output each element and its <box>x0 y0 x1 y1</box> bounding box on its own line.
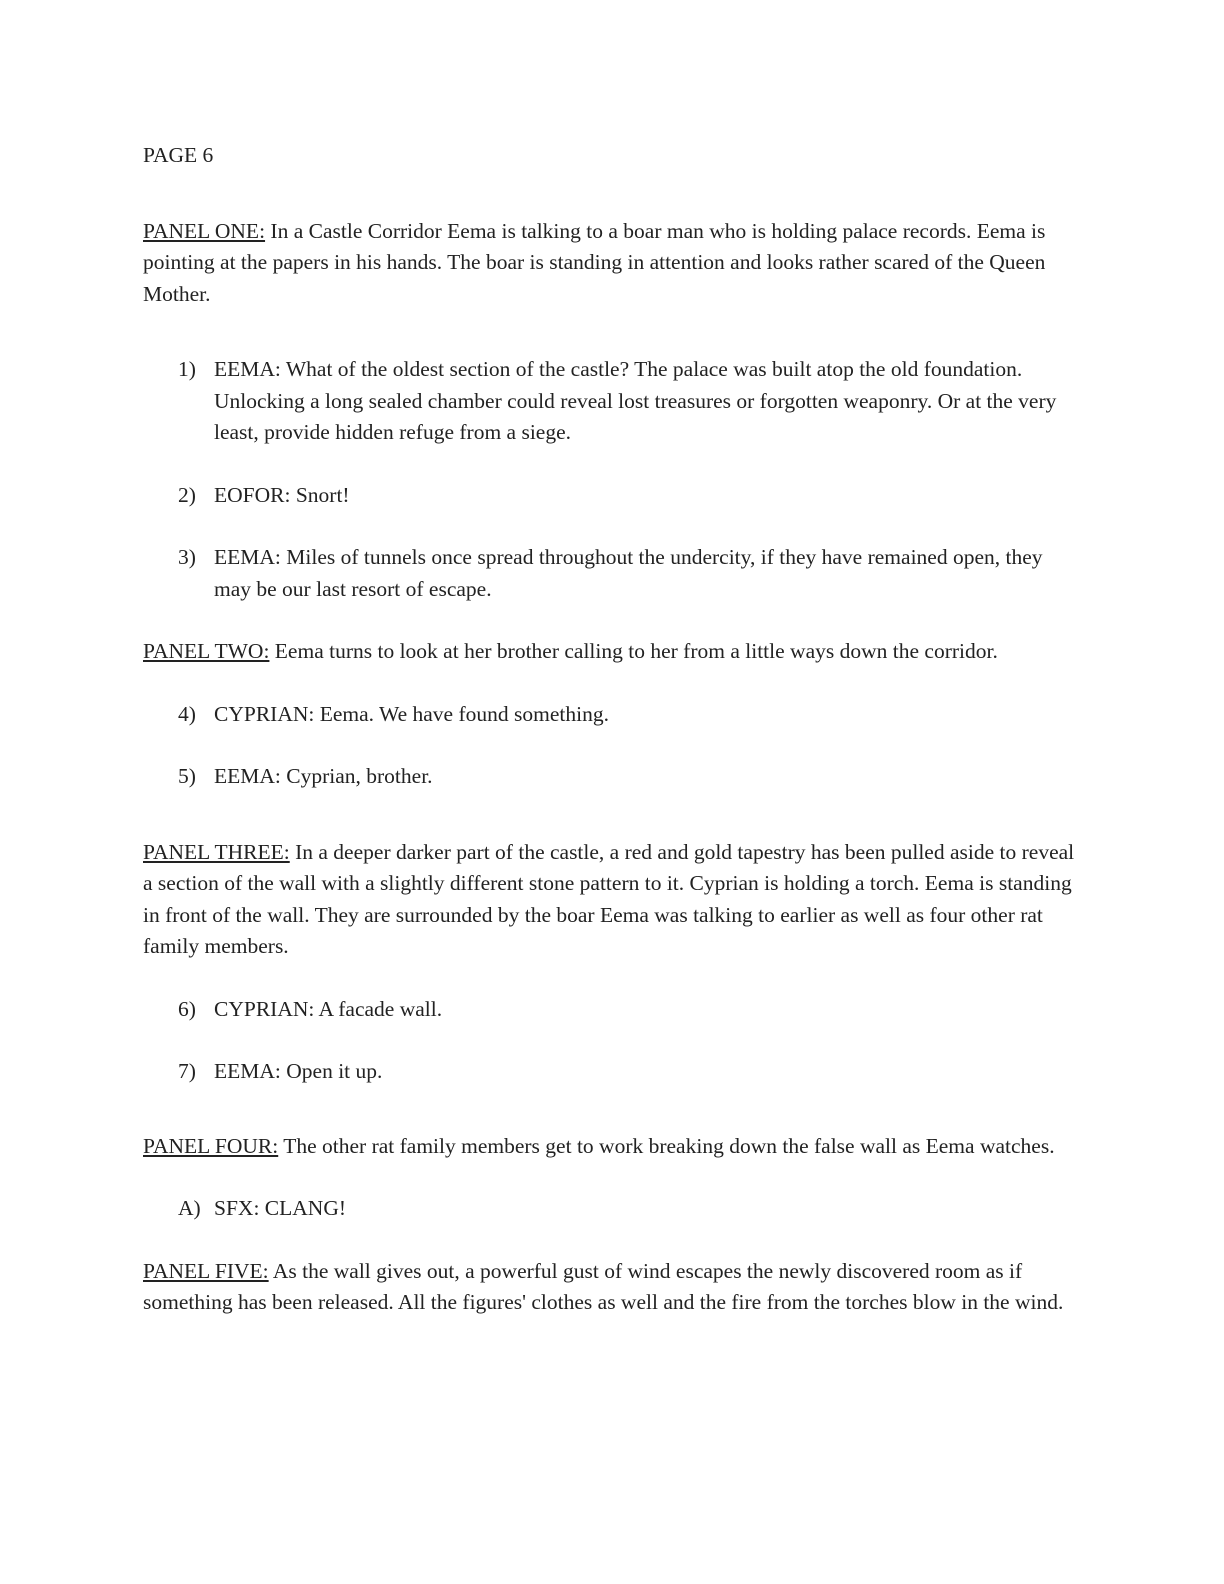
script-line <box>143 699 1083 731</box>
panel-label: PANEL FIVE: <box>143 1258 269 1283</box>
panel-description-text: The other rat family members get to work breaking down the false wall as Eema watches. <box>283 1133 1055 1158</box>
line-text: EEMA: Cyprian, brother. <box>214 764 433 788</box>
line-number: 2) <box>178 482 196 507</box>
panel-description-text: Eema turns to look at her brother calling to her from a little ways down the corridor. <box>274 639 998 663</box>
panel-three-description <box>143 837 1083 963</box>
panel-description-text: In a deeper darker part of the castle, a red and gold tapestry has been pulled aside to reveal a section of the wall with a slightly different stone pattern to it. Cyprian is holding a torch. Eema is standing in front of the wall. They are surrounded by the boar Eema was talking to earlier as well as four other rat family members. <box>143 839 1075 958</box>
line-number: 7) <box>178 1059 196 1083</box>
script-line <box>143 761 1083 793</box>
line-text: CYPRIAN: Eema. We have found something. <box>214 701 609 726</box>
panel-label: PANEL FOUR: <box>143 1133 279 1158</box>
script-page <box>143 140 1083 1319</box>
line-text: CYPRIAN: A facade wall. <box>214 996 443 1021</box>
panel-two-description <box>143 636 1083 668</box>
panel-four-description <box>143 1131 1083 1163</box>
script-line <box>143 354 1083 449</box>
page-title: PAGE 6 <box>143 143 214 167</box>
panel-label: PANEL THREE: <box>143 839 290 864</box>
panel-one-description <box>143 216 1083 311</box>
panel-label: PANEL TWO: <box>143 639 270 663</box>
line-text: EEMA: Open it up. <box>214 1059 383 1083</box>
panel-label: PANEL ONE: <box>143 218 266 243</box>
panel-one-lines <box>143 354 1083 605</box>
line-number: 1) <box>178 357 196 381</box>
line-number: 3) <box>178 545 196 569</box>
line-text: SFX: CLANG! <box>214 1196 347 1220</box>
line-number: A) <box>178 1196 201 1220</box>
line-text: EEMA: What of the oldest section of the castle? The palace was built atop the old foundation. Unlocking a long sealed chamber could reveal lost treasures or forgotten weaponry. Or at the very least, provide hidden refuge from a siege. <box>214 357 1057 444</box>
line-number: 5) <box>178 764 196 788</box>
script-line <box>143 480 1083 512</box>
panel-four-lines <box>143 1193 1083 1225</box>
panel-five-description <box>143 1256 1083 1319</box>
line-number: 6) <box>178 996 196 1021</box>
panel-description-text: As the wall gives out, a powerful gust of wind escapes the newly discovered room as if something has been released. All the figures' clothes as well and the fire from the torches blow in the wind. <box>143 1258 1064 1314</box>
line-text: EEMA: Miles of tunnels once spread throughout the undercity, if they have remained open, they may be our last resort of escape. <box>214 545 1043 601</box>
script-line <box>143 994 1083 1026</box>
script-line <box>143 1193 1083 1225</box>
panel-three-lines <box>143 994 1083 1088</box>
line-text: EOFOR: Snort! <box>214 482 350 507</box>
line-number: 4) <box>178 701 196 726</box>
panel-two-lines <box>143 699 1083 793</box>
panel-description-text: In a Castle Corridor Eema is talking to a boar man who is holding palace records. Eema is pointing at the papers in his hands. The boar is standing in attention and looks rather scared of the Queen Mother. <box>143 218 1046 306</box>
script-line <box>143 542 1083 605</box>
script-line <box>143 1056 1083 1088</box>
